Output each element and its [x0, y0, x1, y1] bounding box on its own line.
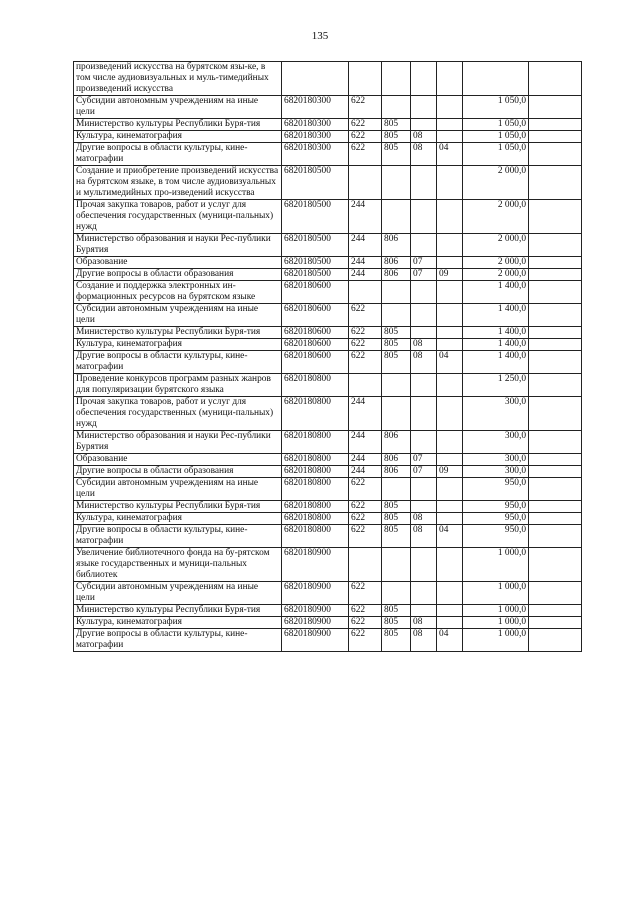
empty-cell	[529, 525, 582, 548]
empty-cell	[529, 339, 582, 351]
amount-cell: 1 000,0	[463, 605, 529, 617]
ministry-cell: 805	[382, 339, 411, 351]
name-cell: Создание и приобретение произведений искусства на бурятском языке, в том числе аудиовизуальных и мультимедийных про-изведений искусства	[74, 166, 282, 200]
expense-type-cell: 622	[349, 96, 382, 119]
code-cell: 6820180300	[282, 143, 349, 166]
subsection-cell	[437, 513, 463, 525]
table-row	[74, 374, 582, 397]
amount-cell: 1 050,0	[463, 131, 529, 143]
section-cell: 08	[411, 617, 437, 629]
ministry-cell	[382, 304, 411, 327]
subsection-cell	[437, 119, 463, 131]
section-cell	[411, 431, 437, 454]
table-row	[74, 548, 582, 582]
name-cell: Другие вопросы в области культуры, кине-матографии	[74, 629, 282, 652]
expense-type-cell: 622	[349, 617, 382, 629]
amount-cell	[463, 62, 529, 96]
section-cell	[411, 166, 437, 200]
name-cell: Увеличение библиотечного фонда на бу-рятском языке государственных и муници-пальных библиотек	[74, 548, 282, 582]
ministry-cell: 805	[382, 617, 411, 629]
ministry-cell: 805	[382, 131, 411, 143]
name-cell: Субсидии автономным учреждениям на иные цели	[74, 478, 282, 501]
name-cell: Проведение конкурсов программ разных жанров для популяризации бурятского языка	[74, 374, 282, 397]
page-number: 135	[311, 30, 329, 42]
amount-cell: 1 400,0	[463, 327, 529, 339]
amount-cell: 300,0	[463, 454, 529, 466]
ministry-cell	[382, 582, 411, 605]
amount-cell: 1 000,0	[463, 629, 529, 652]
section-cell: 08	[411, 525, 437, 548]
section-cell	[411, 605, 437, 617]
code-cell: 6820180500	[282, 269, 349, 281]
section-cell	[411, 582, 437, 605]
table-row	[74, 397, 582, 431]
amount-cell: 1 250,0	[463, 374, 529, 397]
ministry-cell: 805	[382, 143, 411, 166]
code-cell: 6820180800	[282, 501, 349, 513]
name-cell: Субсидии автономным учреждениям на иные цели	[74, 304, 282, 327]
expense-type-cell: 622	[349, 131, 382, 143]
table-body	[74, 62, 582, 652]
table-row	[74, 501, 582, 513]
amount-cell: 1 400,0	[463, 339, 529, 351]
expense-type-cell: 622	[349, 629, 382, 652]
empty-cell	[529, 513, 582, 525]
table-row	[74, 234, 582, 257]
amount-cell: 1 050,0	[463, 119, 529, 131]
subsection-cell	[437, 281, 463, 304]
subsection-cell	[437, 62, 463, 96]
code-cell: 6820180900	[282, 617, 349, 629]
ministry-cell: 806	[382, 466, 411, 478]
empty-cell	[529, 131, 582, 143]
name-cell: Культура, кинематография	[74, 617, 282, 629]
table-row	[74, 478, 582, 501]
subsection-cell	[437, 478, 463, 501]
ministry-cell: 806	[382, 234, 411, 257]
name-cell: Культура, кинематография	[74, 339, 282, 351]
empty-cell	[529, 629, 582, 652]
expense-type-cell: 244	[349, 466, 382, 478]
section-cell	[411, 96, 437, 119]
code-cell: 6820180900	[282, 548, 349, 582]
table-row	[74, 327, 582, 339]
code-cell: 6820180900	[282, 629, 349, 652]
ministry-cell: 805	[382, 629, 411, 652]
ministry-cell: 806	[382, 269, 411, 281]
table-row	[74, 431, 582, 454]
expense-type-cell	[349, 281, 382, 304]
amount-cell: 1 000,0	[463, 617, 529, 629]
table-row	[74, 143, 582, 166]
expense-type-cell: 622	[349, 582, 382, 605]
subsection-cell	[437, 548, 463, 582]
table-row	[74, 166, 582, 200]
table-row	[74, 525, 582, 548]
section-cell: 07	[411, 257, 437, 269]
table-row	[74, 119, 582, 131]
subsection-cell: 04	[437, 143, 463, 166]
code-cell: 6820180600	[282, 351, 349, 374]
code-cell: 6820180800	[282, 513, 349, 525]
empty-cell	[529, 281, 582, 304]
table-row	[74, 281, 582, 304]
subsection-cell	[437, 131, 463, 143]
code-cell: 6820180600	[282, 281, 349, 304]
expense-type-cell: 622	[349, 339, 382, 351]
subsection-cell	[437, 200, 463, 234]
section-cell	[411, 119, 437, 131]
ministry-cell	[382, 281, 411, 304]
ministry-cell: 805	[382, 513, 411, 525]
section-cell	[411, 234, 437, 257]
name-cell: Другие вопросы в области культуры, кине-матографии	[74, 143, 282, 166]
empty-cell	[529, 119, 582, 131]
ministry-cell: 805	[382, 501, 411, 513]
code-cell: 6820180600	[282, 327, 349, 339]
amount-cell: 2 000,0	[463, 234, 529, 257]
table-row	[74, 200, 582, 234]
section-cell	[411, 200, 437, 234]
code-cell: 6820180800	[282, 431, 349, 454]
empty-cell	[529, 62, 582, 96]
subsection-cell: 04	[437, 629, 463, 652]
subsection-cell	[437, 501, 463, 513]
amount-cell: 1 400,0	[463, 281, 529, 304]
code-cell: 6820180500	[282, 257, 349, 269]
empty-cell	[529, 269, 582, 281]
expense-type-cell: 622	[349, 119, 382, 131]
subsection-cell	[437, 374, 463, 397]
expense-type-cell	[349, 548, 382, 582]
empty-cell	[529, 548, 582, 582]
subsection-cell	[437, 257, 463, 269]
name-cell: Культура, кинематография	[74, 513, 282, 525]
empty-cell	[529, 454, 582, 466]
section-cell: 08	[411, 131, 437, 143]
budget-table	[73, 61, 582, 652]
amount-cell: 950,0	[463, 501, 529, 513]
subsection-cell	[437, 582, 463, 605]
ministry-cell	[382, 62, 411, 96]
amount-cell: 950,0	[463, 513, 529, 525]
section-cell: 07	[411, 454, 437, 466]
code-cell: 6820180800	[282, 466, 349, 478]
expense-type-cell: 622	[349, 327, 382, 339]
empty-cell	[529, 582, 582, 605]
empty-cell	[529, 96, 582, 119]
subsection-cell	[437, 166, 463, 200]
name-cell: Министерство образования и науки Рес-публики Бурятия	[74, 431, 282, 454]
table-row	[74, 629, 582, 652]
ministry-cell: 805	[382, 525, 411, 548]
name-cell: Министерство образования и науки Рес-публики Бурятия	[74, 234, 282, 257]
table-row	[74, 131, 582, 143]
empty-cell	[529, 166, 582, 200]
name-cell: Другие вопросы в области культуры, кине-матографии	[74, 351, 282, 374]
subsection-cell	[437, 339, 463, 351]
expense-type-cell: 622	[349, 304, 382, 327]
section-cell	[411, 501, 437, 513]
table-row	[74, 339, 582, 351]
expense-type-cell: 622	[349, 513, 382, 525]
table-row	[74, 454, 582, 466]
ministry-cell	[382, 397, 411, 431]
code-cell: 6820180500	[282, 234, 349, 257]
table-row	[74, 466, 582, 478]
code-cell: 6820180500	[282, 166, 349, 200]
table-row	[74, 513, 582, 525]
name-cell: Субсидии автономным учреждениям на иные цели	[74, 96, 282, 119]
code-cell: 6820180800	[282, 454, 349, 466]
ministry-cell	[382, 548, 411, 582]
section-cell	[411, 281, 437, 304]
subsection-cell	[437, 605, 463, 617]
ministry-cell: 806	[382, 431, 411, 454]
name-cell: Прочая закупка товаров, работ и услуг для обеспечения государственных (муници-пальных) нужд	[74, 397, 282, 431]
name-cell: Министерство культуры Республики Буря-тия	[74, 119, 282, 131]
amount-cell: 1 400,0	[463, 304, 529, 327]
code-cell: 6820180800	[282, 525, 349, 548]
ministry-cell: 806	[382, 454, 411, 466]
code-cell: 6820180900	[282, 605, 349, 617]
amount-cell: 300,0	[463, 431, 529, 454]
empty-cell	[529, 143, 582, 166]
subsection-cell	[437, 304, 463, 327]
table-row	[74, 257, 582, 269]
subsection-cell: 04	[437, 525, 463, 548]
code-cell: 6820180600	[282, 339, 349, 351]
expense-type-cell: 244	[349, 454, 382, 466]
amount-cell: 300,0	[463, 397, 529, 431]
expense-type-cell: 622	[349, 605, 382, 617]
name-cell: Другие вопросы в области культуры, кине-матографии	[74, 525, 282, 548]
section-cell: 08	[411, 351, 437, 374]
name-cell: Прочая закупка товаров, работ и услуг для обеспечения государственных (муници-пальных) нужд	[74, 200, 282, 234]
expense-type-cell: 244	[349, 397, 382, 431]
subsection-cell	[437, 454, 463, 466]
code-cell: 6820180900	[282, 582, 349, 605]
empty-cell	[529, 327, 582, 339]
amount-cell: 2 000,0	[463, 166, 529, 200]
amount-cell: 1 050,0	[463, 143, 529, 166]
amount-cell: 950,0	[463, 478, 529, 501]
amount-cell: 1 000,0	[463, 548, 529, 582]
code-cell	[282, 62, 349, 96]
ministry-cell	[382, 200, 411, 234]
expense-type-cell: 244	[349, 431, 382, 454]
subsection-cell	[437, 234, 463, 257]
table-row	[74, 96, 582, 119]
expense-type-cell	[349, 374, 382, 397]
name-cell: Другие вопросы в области образования	[74, 466, 282, 478]
ministry-cell: 805	[382, 605, 411, 617]
section-cell	[411, 397, 437, 431]
section-cell	[411, 327, 437, 339]
subsection-cell: 09	[437, 466, 463, 478]
empty-cell	[529, 431, 582, 454]
table-row	[74, 617, 582, 629]
name-cell: Субсидии автономным учреждениям на иные цели	[74, 582, 282, 605]
section-cell: 08	[411, 143, 437, 166]
expense-type-cell: 244	[349, 257, 382, 269]
section-cell: 07	[411, 269, 437, 281]
subsection-cell: 04	[437, 351, 463, 374]
section-cell	[411, 478, 437, 501]
expense-type-cell: 244	[349, 269, 382, 281]
amount-cell: 1 000,0	[463, 582, 529, 605]
amount-cell: 300,0	[463, 466, 529, 478]
table-row	[74, 351, 582, 374]
empty-cell	[529, 257, 582, 269]
section-cell: 07	[411, 466, 437, 478]
code-cell: 6820180800	[282, 397, 349, 431]
table-row	[74, 605, 582, 617]
amount-cell: 2 000,0	[463, 200, 529, 234]
code-cell: 6820180600	[282, 304, 349, 327]
name-cell: Другие вопросы в области образования	[74, 269, 282, 281]
code-cell: 6820180800	[282, 374, 349, 397]
section-cell: 08	[411, 629, 437, 652]
section-cell: 08	[411, 339, 437, 351]
ministry-cell: 805	[382, 327, 411, 339]
amount-cell: 950,0	[463, 525, 529, 548]
empty-cell	[529, 605, 582, 617]
ministry-cell: 806	[382, 257, 411, 269]
table-row	[74, 62, 582, 96]
amount-cell: 2 000,0	[463, 269, 529, 281]
name-cell: Образование	[74, 257, 282, 269]
expense-type-cell: 622	[349, 351, 382, 374]
code-cell: 6820180800	[282, 478, 349, 501]
empty-cell	[529, 501, 582, 513]
subsection-cell	[437, 431, 463, 454]
section-cell	[411, 62, 437, 96]
empty-cell	[529, 397, 582, 431]
amount-cell: 1 050,0	[463, 96, 529, 119]
expense-type-cell: 622	[349, 525, 382, 548]
table-row	[74, 582, 582, 605]
name-cell: произведений искусства на бурятском язы-ке, в том числе аудиовизуальных и муль-тимедийных произведений искусства	[74, 62, 282, 96]
code-cell: 6820180500	[282, 200, 349, 234]
table-row	[74, 304, 582, 327]
section-cell	[411, 374, 437, 397]
subsection-cell	[437, 397, 463, 431]
code-cell: 6820180300	[282, 119, 349, 131]
ministry-cell	[382, 478, 411, 501]
name-cell: Министерство культуры Республики Буря-тия	[74, 501, 282, 513]
expense-type-cell: 622	[349, 501, 382, 513]
section-cell: 08	[411, 513, 437, 525]
code-cell: 6820180300	[282, 131, 349, 143]
subsection-cell	[437, 617, 463, 629]
code-cell: 6820180300	[282, 96, 349, 119]
empty-cell	[529, 351, 582, 374]
ministry-cell	[382, 96, 411, 119]
table-row	[74, 269, 582, 281]
subsection-cell	[437, 327, 463, 339]
name-cell: Министерство культуры Республики Буря-тия	[74, 327, 282, 339]
ministry-cell	[382, 166, 411, 200]
subsection-cell	[437, 96, 463, 119]
empty-cell	[529, 374, 582, 397]
name-cell: Образование	[74, 454, 282, 466]
ministry-cell: 805	[382, 119, 411, 131]
section-cell	[411, 548, 437, 582]
expense-type-cell	[349, 166, 382, 200]
amount-cell: 2 000,0	[463, 257, 529, 269]
empty-cell	[529, 304, 582, 327]
name-cell: Министерство культуры Республики Буря-тия	[74, 605, 282, 617]
ministry-cell	[382, 374, 411, 397]
expense-type-cell	[349, 62, 382, 96]
empty-cell	[529, 466, 582, 478]
empty-cell	[529, 234, 582, 257]
empty-cell	[529, 478, 582, 501]
empty-cell	[529, 617, 582, 629]
expense-type-cell: 622	[349, 143, 382, 166]
expense-type-cell: 244	[349, 200, 382, 234]
empty-cell	[529, 200, 582, 234]
section-cell	[411, 304, 437, 327]
ministry-cell: 805	[382, 351, 411, 374]
expense-type-cell: 244	[349, 234, 382, 257]
name-cell: Создание и поддержка электронных ин-формационных ресурсов на бурятском языке	[74, 281, 282, 304]
amount-cell: 1 400,0	[463, 351, 529, 374]
expense-type-cell: 622	[349, 478, 382, 501]
name-cell: Культура, кинематография	[74, 131, 282, 143]
subsection-cell: 09	[437, 269, 463, 281]
